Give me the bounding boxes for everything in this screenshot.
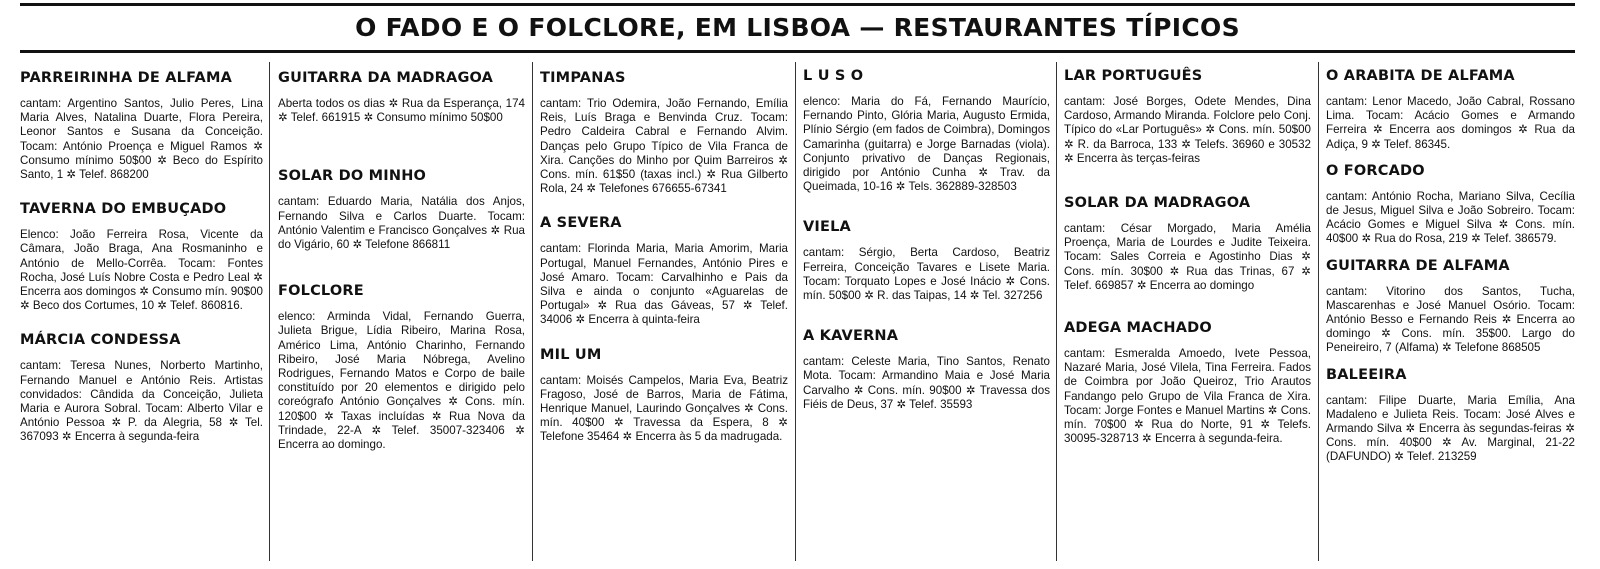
top-rule [20, 3, 1575, 6]
restaurant-entry [20, 69, 263, 182]
restaurant-entry [20, 200, 263, 313]
restaurant-title: L U S O [803, 68, 864, 84]
page-headline: O FADO E O FOLCLORE, EM LISBOA — RESTAURANTES TÍPICOS [355, 13, 1240, 42]
restaurant-details: cantam: Sérgio, Berta Cardoso, Beatriz Ferreira, Conceição Tavares e Lisete Maria. Tocam: Torquato Lopes e José Inácio ✲ Cons. mín. 50$00 ✲ R. das Taipas, 14 ✲ Tel. 327256 [803, 246, 1050, 303]
restaurant-entry [803, 67, 1050, 194]
restaurant-details: cantam: Filipe Duarte, Maria Emília, Ana Madaleno e Julieta Reis. Tocam: José Alves e Armando Silva ✲ Encerra às segundas-feiras ✲ Cons. mín. 40$00 ✲ Av. Marginal, 21-22 (DAFUNDO) ✲ Telef. 213259 [1326, 393, 1575, 464]
column-divider [795, 62, 796, 561]
restaurant-entry [540, 69, 788, 196]
restaurant-entry [1064, 319, 1311, 446]
restaurant-entry [1326, 257, 1575, 356]
restaurant-details: cantam: Esmeralda Amoedo, Ivete Pessoa, Nazaré Maria, José Vilela, Tina Ferreira. Fados de Coimbra por João Queiroz, Trio Arautos Fandango pelo Grupo de Vila Franca de Xira. Tocam: Jorge Fontes e Manuel Martins ✲ Cons. mín. 70$00 ✲ Rua do Norte, 91 ✲ Telefs. 30095-328713 ✲ Encerra à segunda-feira. [1064, 347, 1311, 446]
restaurant-entry [1064, 194, 1311, 293]
restaurant-entry [278, 167, 525, 252]
restaurant-entry [278, 69, 525, 125]
column-divider [1056, 62, 1057, 561]
restaurant-details: cantam: Teresa Nunes, Norberto Martinho, Fernando Manuel e António Reis. Artistas convidados: Cândida da Conceição, Julieta Maria e Aurora Sobral. Tocam: Alberto Vilar e António Pessoa ✲ P. da Alegria, 58 ✲ Tel. 367093 ✲ Encerra à segunda-feira [20, 359, 263, 444]
restaurant-details: cantam: Celeste Maria, Tino Santos, Renato Mota. Tocam: Armandino Maia e José Maria Carvalho ✲ Cons. mín. 90$00 ✲ Travessa dos Fiéis de Deus, 37 ✲ Telef. 35593 [803, 355, 1050, 411]
restaurant-details: cantam: Trio Odemira, João Fernando, Emília Reis, Luís Braga e Benvinda Cruz. Tocam: Pedro Caldeira Cabral e Fernando Alvim. Danças pelo Grupo Típico de Vila Franca de Xira. Canções do Minho por Quim Barreiros ✲ Cons. mín. 61$50 (taxas incl.) ✲ Rua Gilberto Rola, 24 ✲ Telefones 676655-67341 [540, 97, 788, 196]
restaurant-title: PARREIRINHA DE ALFAMA [20, 70, 233, 86]
restaurant-title: LAR PORTUGUÊS [1064, 68, 1203, 84]
restaurant-details: cantam: Vitorino dos Santos, Tucha, Mascarenhas e José Manuel Osório. Tocam: António Besso e Fernando Reis ✲ Encerra ao domingo ✲ Cons. mín. 35$00. Largo do Peneireiro, 7 (Alfama) ✲ Telefone 868505 [1326, 284, 1575, 355]
restaurant-entry [278, 282, 525, 452]
column-2 [278, 62, 525, 563]
restaurant-title: TIMPANAS [540, 70, 626, 86]
column-divider [269, 62, 270, 561]
restaurant-title: A SEVERA [540, 215, 622, 232]
restaurant-entry [540, 214, 788, 327]
restaurant-entry [1326, 366, 1575, 465]
column-divider [532, 62, 533, 561]
column-6 [1326, 62, 1575, 563]
restaurant-title: MIL UM [540, 346, 602, 363]
restaurant-title: TAVERNA DO EMBUÇADO [20, 201, 227, 218]
column-5 [1064, 62, 1311, 563]
restaurant-entry [1326, 162, 1575, 247]
restaurant-details: cantam: Lenor Macedo, João Cabral, Rossano Lima. Tocam: Acácio Gomes e Armando Ferreira ✲ Encerra aos domingos ✲ Rua da Adiça, 9 ✲ Telef. 86345. [1326, 95, 1575, 151]
restaurant-details: cantam: Eduardo Maria, Natália dos Anjos, Fernando Silva e Carlos Duarte. Tocam: António Valentim e Francisco Gonçalves ✲ Rua do Vigário, 60 ✲ Telefone 866811 [278, 195, 525, 252]
restaurant-details: Aberta todos os dias ✲ Rua da Esperança, 174 ✲ Telef. 661915 ✲ Consumo mínimo 50$00 [278, 97, 525, 125]
column-3 [540, 62, 788, 563]
restaurant-details: cantam: Argentino Santos, Julio Peres, Lina Maria Alves, Natalina Duarte, Flora Pereira, Leonor Santos e Susana da Conceição. Tocam: António Proença e Miguel Ramos ✲ Consumo mínimo 50$00 ✲ Beco do Espírito Santo, 1 ✲ Telef. 868200 [20, 97, 263, 182]
restaurant-title: SOLAR DA MADRAGOA [1064, 195, 1251, 212]
restaurant-title: GUITARRA DE ALFAMA [1326, 257, 1510, 274]
restaurant-title: O ARABITA DE ALFAMA [1326, 68, 1515, 84]
restaurant-details: cantam: José Borges, Odete Mendes, Dina Cardoso, Armando Miranda. Folclore pelo Conj. Típico do «Lar Português» ✲ Cons. mín. 50$00 ✲ R. da Barroca, 133 ✲ Telefs. 36960 e 30532 ✲ Encerra às terças-feiras [1064, 95, 1311, 165]
restaurant-entry [803, 218, 1050, 303]
restaurant-title: BALEEIRA [1326, 366, 1407, 383]
restaurant-details: cantam: Florinda Maria, Maria Amorim, Maria Portugal, Manuel Fernandes, António Pires e José Amaro. Tocam: Carvalhinho e Pais da Silva e ainda o conjunto «Aguarelas de Portugal» ✲ Rua das Gáveas, 57 ✲ Telef. 34006 ✲ Encerra à quinta-feira [540, 242, 788, 327]
restaurant-details: cantam: António Rocha, Mariano Silva, Cecília de Jesus, Miguel Silva e João Sobreiro. Tocam: Acácio Gomes e Miguel Silva ✲ Cons. mín. 40$00 ✲ Rua do Rosa, 219 ✲ Telef. 386579. [1326, 189, 1575, 246]
restaurant-details: Elenco: João Ferreira Rosa, Vicente da Câmara, João Braga, Ana Rosmaninho e António de Mello-Corrêa. Tocam: Fontes Rocha, José Luís Nobre Costa e Pedro Leal ✲ Encerra aos domingos ✲ Consumo mín. 90$00 ✲ Beco dos Cortumes, 10 ✲ Telef. 860816. [20, 228, 263, 313]
restaurant-title: O FORCADO [1326, 162, 1425, 179]
column-divider [1318, 62, 1319, 561]
restaurant-title: SOLAR DO MINHO [278, 168, 427, 185]
restaurant-title: MÁRCIA CONDESSA [20, 332, 181, 349]
restaurant-details: cantam: César Morgado, Maria Amélia Proença, Maria de Lourdes e Judite Teixeira. Tocam: Sales Correia e Agostinho Dias ✲ Cons. mín. 30$00 ✲ Rua das Trinas, 67 ✲ Telef. 669857 ✲ Encerra ao domingo [1064, 222, 1311, 292]
restaurant-entry [1064, 67, 1311, 166]
column-1 [20, 62, 263, 563]
restaurant-title: GUITARRA DA MADRAGOA [278, 70, 494, 86]
restaurant-title: FOLCLORE [278, 283, 364, 300]
restaurant-entry [1326, 67, 1575, 152]
restaurant-entry [20, 331, 263, 444]
restaurant-entry [803, 327, 1050, 412]
restaurant-title: A KAVERNA [803, 328, 899, 345]
restaurant-details: cantam: Moisés Campelos, Maria Eva, Beatriz Fragoso, José de Barros, Maria de Fátima, Henrique Manuel, Laurindo Gonçalves ✲ Cons. mín. 40$00 ✲ Travessa da Espera, 8 ✲ Telefone 35464 ✲ Encerra às 5 da madrugada. [540, 373, 788, 444]
column-4 [803, 62, 1050, 563]
restaurant-title: VIELA [803, 219, 851, 236]
restaurant-entry [540, 346, 788, 445]
restaurant-details: elenco: Maria do Fá, Fernando Maurício, Fernando Pinto, Glória Maria, Augusto Ermida, Plínio Sérgio (em fados de Coimbra), Domingos Camarinha (guitarra) e Jorge Barnadas (viola). Conjunto privativo de Danças Regionais, dirigido por António Cunha ✲ Trav. da Queimada, 10-16 ✲ Tels. 362889-328503 [803, 95, 1050, 194]
restaurant-title: ADEGA MACHADO [1064, 320, 1212, 337]
headline-rule [20, 50, 1575, 53]
restaurant-details: elenco: Arminda Vidal, Fernando Guerra, Julieta Brigue, Lídia Ribeiro, Marina Rosa, Américo Lima, António Charinho, Fernando Ribeiro, José Maria Nóbrega, Avelino Rodrigues, Fernando Matos e Corpo de baile constituído por 20 elementos e dirigido pelo coreógrafo António Gonçalves ✲ Cons. mín. 120$00 ✲ Taxas incluídas ✲ Rua Nova da Trindade, 22-A ✲ Telef. 35007-323406 ✲ Encerra ao domingo. [278, 310, 525, 452]
